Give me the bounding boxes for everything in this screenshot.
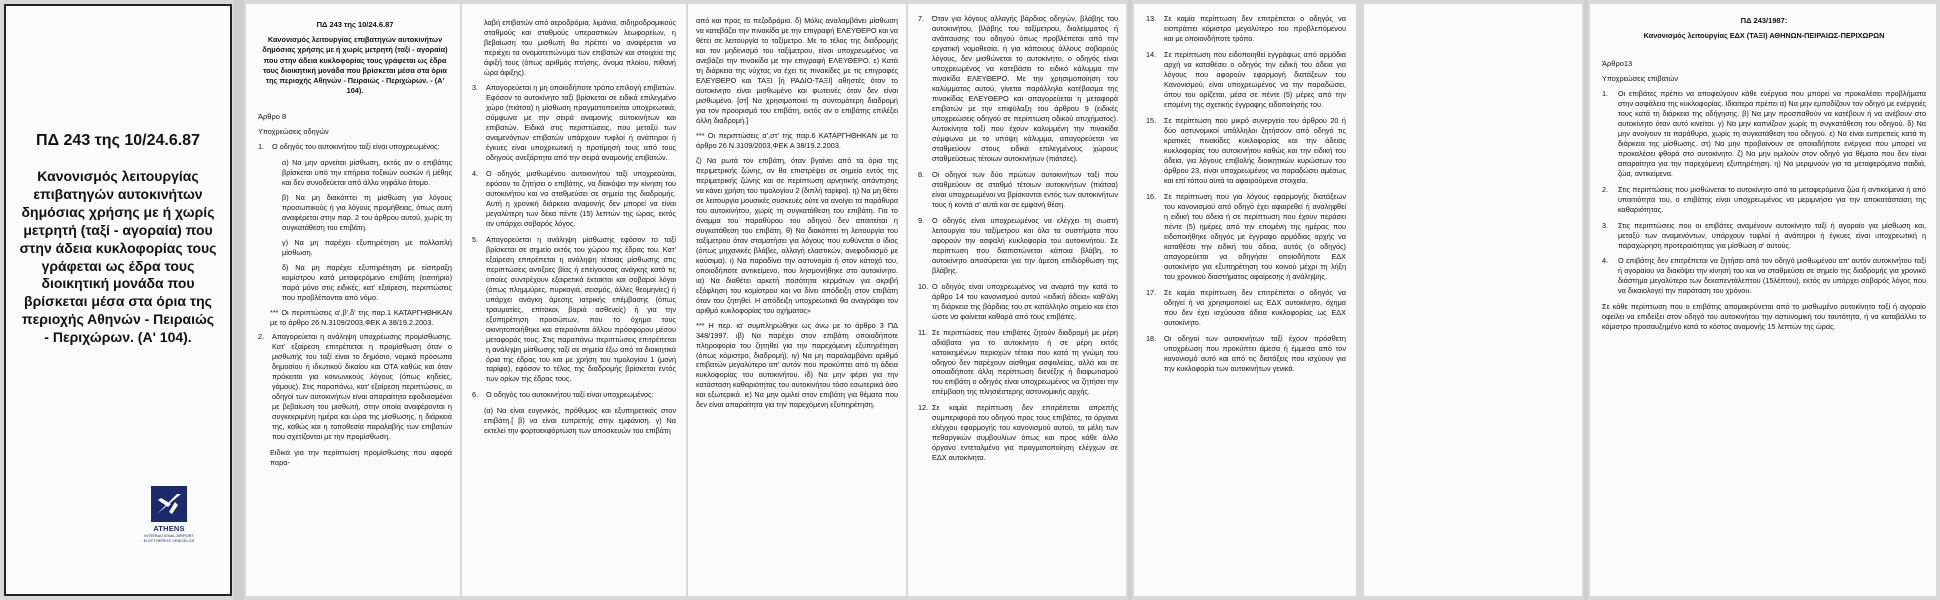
sub-item: (α) Να είναι ευγενικός, πρόθυμος και εξυπηρετικός στον επιβάτη.[ β) να είναι ευπρεπής στην εμφάνιση. γ) Να εκτελεί την φορτοεκφόρτωση των αποσκευών του επιβάτη [484, 406, 676, 436]
numbered-item: 3. Απαγορεύεται η μη οποιοδήποτε τρόπο επιλογή επιβατών. Εφόσον το αυτοκίνητο ταξί βρίσκεται σε ειδικά επιλεγμένο χώρο (πιάτσα) η μίσθωση πραγματοποιείται υποχρεωτικά, σύμφωνα με την σειρά αναμονής αυτοκινήτων και επιβατών. Ειδικά στις περιπτώσεις, που μεταξύ των αναμενόντων επιβατών υπάρχουν τυφλοί ή ανάπηροι ή έγκυες είναι υποχρεωτική η προτίμησή τους από τους οδηγούς ανεξάρτητα από την σειρά αναμονής επιβατών. [472, 82, 676, 162]
sub-item: β) Να μη διακόπτει τη μίσθωση για λόγους προσωπικούς ή για λόγους προμήθειας, όπως αυτή αναφέρεται στην παρ. 2 του άρθρου αυτού, χωρίς τη συγκατάθεση του επιβάτη. [282, 192, 452, 232]
text-column-3 [688, 4, 906, 596]
text-column-7 [1590, 4, 1936, 596]
numbered-item: 6. Ο οδηγός του αυτοκινήτου ταξί είναι υποχρεωμένος: [472, 390, 654, 400]
numbered-item: 15. Σε περίπτωση που μικρό συνεργείο του άρθρου 20 ή δύο αστυνομικοί υπάλληλοι ζητήσουν από οδηγό τις κρατικές πινακίδες κυκλοφορίας και την άδειας κυκλοφορίας του αυτοκινήτου καθώς και την ειδική του άδεια, για λόγους επιβολής διοικητικών κυρώσεων του άρθρου 23, είναι υποχρεωμένος να παραδώσει αμέσως και επί τόπου αυτά τα αφαιρούμενα στοιχεία. [1146, 115, 1346, 185]
logo-subtitle: INTERNATIONAL AIRPORT ELEFTHERIOS VENIZELOS [143, 534, 195, 544]
athens-airport-logo [134, 486, 204, 545]
numbered-item: 2. Στις περιπτώσεις που μισθώνεται το αυτοκίνητο από τα μεταφερόμενα ζώα ή αντικείμενα ή από υπαιτιότητα του, ο επιβάτης είναι υποχρεωμένος να μεριμνήσει για την αποκατάσταση της καθαριότητας. [1602, 184, 1926, 214]
numbered-item: 18. Οι οδηγοί των αυτοκινήτων ταξί έχουν πρόσθετη υποχρέωση που προκύπτει άμεσα ή έμμεσα από τον κανονισμό αυτό και από τις διατάξεις που ισχύουν για την κυκλοφορία των αυτοκινήτων γενικά. [1146, 333, 1346, 373]
cover-description: Κανονισμός λειτουργίας επιβατηγών αυτοκινήτων δημόσιας χρήσης με ή χωρίς μετρητή (ταξί - αγοραία) που στην άδεια κυκλοφορίας τους γράφεται ως έδρα τους διοικητική μονάδα που βρίσκεται μέσα στα όρια της περιοχής Αθηνών - Πειραιώς - Περιχώρων. (Α' 104). [19, 168, 217, 346]
numbered-item: 12. Σε καμία περίπτωση δεν επιτρέπεται απρεπής συμπεριφορά του οδηγού προς τους επιβάτες, τα όργανα ελέγχου εφαρμογής του κανονισμού αυτού, τα μέλη των πεθαργικών συμβουλίων όπως και προς κάθε άλλο όργανο εντεταλμένο για πραγματοποίηση ελέγχων σε ΕΔΧ αυτοκίνητα. [918, 403, 1118, 463]
amendment-note: *** Η περ. ια' συμπληρώθηκε ως άνω με το άρθρο 3 ΠΔ 348/1997. ιβ) Να παρέχει στον επιβάτη οποιαδήποτε πληροφορία του ζητηθεί για την παρεχόμενη εξυπηρέτηση (όπως κόμιστρο, διαδρομή). ιγ) Να μη παραλαμβάνει αριθμό επιβατών μεγαλύτερο απ' αυτόν που προκύπτει από τη άδεια κυκλοφορίας του αυτοκινήτου. ιδ) Να μην φέρει για την κατάσταση καθαριότητας του αυτοκινήτου τόσο εσωτερικά όσο και εξωτερικά. ιε) Να μην ομιλεί στον επιβάτη για θέματα που δεν είναι απαραίτητα για την παρεχόμενη εξυπηρέτηση. [696, 320, 898, 410]
document-title: ΠΔ 243/1987: [1740, 16, 1788, 25]
numbered-item: 13. Σε καμία περίπτωση δεν επιτρέπεται ο οδηγός να εισπράττει κόμιστρο μεγαλύτερο του προβλεπόμενου και με οποιονδήποτε τρόπο. [1146, 14, 1346, 43]
sub-item: γ) Να μη παρέχει εξυπηρέτηση με πολλαπλή μίσθωση. [282, 237, 452, 257]
numbered-item: 7. Όταν για λόγους αλλαγής βάρδιας οδηγών, βλάβης του αυτοκινήτου, βλάβης του ταξίμετρου, διαλείμματος ή ανάπαυσης του οδηγού όπως προβλέπεται από την εργατική νομοθεσία, ή για κάποιους άλλους σοβαρούς λόγους, δεν μισθώνεται το αυτοκίνητο, ο οδηγός είναι υποχρεωμένος να κατεβάσει το ειδικό κάλυμμα την πινακίδα ΕΛΕΥΘΕΡΟ. Με την χρησιμοποίηση του καλύμματος αυτού, γίνεται παράλληλα κατέβασμα της πινακίδας ΕΛΕΥΘΕΡΟ και απαγορεύεται η μεταφορά επιβατών με την επιφύλαξη του άρθρου 9 (ειδικές υποχρεώσεις οδηγού σε περίπτωση οδικού ατυχήματος). Αυτοκίνητα ταξί που έχουν καλυμμένη την πινακίδα σύμφωνα με το υπόψη κάλυμμα, απαγορεύεται να σταθμεύουν στους ειδικά επιλεγμένους χώρους σταθμεύσεως τέτοιων αυτοκινήτων (πιάτσες). [918, 14, 1118, 163]
numbered-item: 4. Ο οδηγός μισθωμένου αυτοκινήτου ταξί υποχρεούται, εφόσον το ζητήσει ο επιβάτης, να διακόψει την κίνηση του αυτοκινήτου και να σταθμεύσει σε σημείο της διαδρομής. Αυτή η χρονική διάρκεια αναμονής δεν μπορεί να είναι μεγαλύτερη των δέκα πέντε (15) λεπτών της ώρας, εκτός αν υπάρχει σοβαρός λόγος. [472, 168, 676, 228]
numbered-item: 3. Στις περιπτώσεις που οι επιβάτες αναμένουν αυτοκίνητο ταξί ή αγοραίο για μίσθωση και, μεταξύ των αναμενόντων, υπάρχουν τυφλοί ή ανάπηροι ή έγκυες είναι υποχρεωτική η παραχώρηση προτεραιότητας για μίσθωση σ' αυτούς. [1602, 220, 1926, 250]
numbered-item: 9. Ο οδηγός είναι υποχρεωμένος να ελέγχει τη σωστή λειτουργία του ταξίμετρου και όλα τα συστήματα που αφορούν την ασφαλή κυκλοφορία του αυτοκινήτου. Σε περίπτωση που διαπιστώνεται κάποια βλάβη, το αυτοκίνητο αποσύρεται για την άμεση επιδιόρθωση της βλάβης. [918, 215, 1118, 275]
article-number: Άρθρο 8 [258, 112, 287, 122]
numbered-item: 14. Σε περίπτωση που ειδοποιηθεί εγγράφως από αρμόδια αρχή να καταθέσει ο οδηγός την ειδική του άδεια για λόγους που αφορούν εφαρμογή διατάξεων του Κανονισμού, είναι υποχρεωμένος να την παραδώσει, όπου του ορίζεται, μέσα σε πέντε (5) μέρες από την επομένη της σχετικής έγγραφης ειδοποίησής του. [1146, 49, 1346, 109]
paragraph: από και προς το πεζοδρόμιο. δ) Μόλις αναλαμβάνει μίσθωση να κατεβάζει την πινακίδα με την επιγραφή ΕΛΕΥΘΕΡΟ και να θέτει σε λειτουργία το ταξίμετρο. Με το τέλος της διαδρομής και τον μηδενισμό του ταξίμετρου, είναι υποχρεωμένος να ανεβάζει την πινακίδα με την επιγραφή ΕΛΕΥΘΕΡΟ. ε) Κατά τη διάρκεια της νύχτας να έχει τις πινακίδες με τις επιγραφές ΕΛΕΥΘΕΡΟ και ΤΑΞΙ [ή ΡΑΔΙΟ-ΤΑΞΙ] αθηστές όταν το αυτοκίνητο είναι μισθωμένο και φωτεινές όταν δεν είναι μισθωμένο. [στ] Να χρησιμοποιεί τη συντομότερη διαδρομή για τον προορισμό του επιβάτη, εκτός αν ο επιβάτης επιλέξει άλλη διαδρομή.] [696, 16, 898, 125]
numbered-item: 1. Ο οδηγός του αυτοκινήτου ταξί είναι υποχρεωμένος: [258, 141, 440, 151]
text-column-4 [908, 4, 1126, 596]
numbered-item: 5. Απαγορεύεται η ανάληψη μίσθωσης εφόσον το ταξί βρίσκεται σε σημείο εκτός του χώρου της έδρας του. Κατ' εξαίρεση επιτρέπεται η ανάληψη τέτοιας μίσθωσης στις περιπτώσεις αντιξοες βίας ή επείγουσας ανάγκης κατά τις οποίες συντρέχουν εξαιρετικά έκτακτοι και σοβαροί λόγοι (όπως πλημμύρες, πυρκαγιά, σεισμός, άλλες θεομηνίες) ή υπάρχει ανάγκη άμεσης ιατρικής επέμβασης (όπως τραυματίες, επίτοκοι, βαριά ασθενείς) ή για την εξυπηρέτηση προσώπων, που το όχημα τους ακινητοποιήθηκε και στερούνται άλλου πρόσφορου μέσου μεταφοράς τους. Στις παραπάνω περιπτώσεις επιτρέπεται η ανάληψη μίσθωσης ταξί σε σημεία έξω από τα διοικητικά όρια της έδρας του και με χρήση του τιμολογίου 1 (μονή ταρίφα), εφόσον το τέλος της διαδρομής βρίσκεται εντός των ορίων της έδρας τους. [472, 234, 676, 384]
article-number: Άρθρο13 [1602, 59, 1633, 69]
paragraph: ζ) Να ρωτά τον επιβάτη, όταν βγαίνει από τα όρια της περιμετρικής ζώνης, αν θα επιστρέψει σε σημείο εντός της περιμετρικής ζώνης και σε περίπτωση αρνητικής απάντησης να κάνει χρήση του τιμολογίου 2 (διπλή ταρίφα). η) Να μη θέτει σε λειτουργία μουσικές συσκευές ούτε να ανοίγει τα παράθυρα του αυτοκινήτου, χωρίς τη συγκατάθεση του επιβάτη. Για το άναμμα του παραθύρου του οδηγού δεν απαιτείται η συγκατάθεση του επιβάτη. θ) Να διακόπτει τη λειτουργία του ταξίμετρου όταν σταματήσει για λόγους που ευθύνεται ο ίδιος (όπως μηχανικές βλάβες, αλλαγή ελαστικών, ανεφοδιασμό με καύσιμα). ι) Να παραδίνει την αστυνομία ή στον κάτοχό του, οποιοδήποτε αντικείμενο, που λησμονήθηκε στο αυτοκίνητο. ια) Να διαθέτει αρκετή ποσότητα κερμάτων για ακριβή εξόφληση του κομίστρου και να δίνει απόδειξη στον επιβάτη όταν του ζητηθεί. Η απόδειξη υποχρεωτικά θα αναγράφει τον αριθμό κυκλοφορίας του οχήματος» [696, 155, 898, 315]
document-title: ΠΔ 243 της 10/24.6.87 [316, 20, 394, 29]
numbered-item: 11. Σε περιπτώσεις που επιβάτες ζητούν διαδρομή με μέρη αδιάβατα για το αυτοκίνητο ή σε μέρη εκτός κατοικημένων περιοχών τέτοια που κατά τη γνώμη του οδηγού δεν παρέχουν αίσθημα ασφαλείας, αλλά και σε οποιαδήποτε άλλη περίπτωση διενέξης ή διαφωτισμού του επιβάτη ο οδηγός είναι υποχρεωμένος να ζητήσει την επέμβαση της πλησιέστερης αστυνομικής αρχής. [918, 327, 1118, 397]
amendment-note: *** Οι περιπτώσεις α',β',δ' της παρ.1 ΚΑΤΑΡΓΗΘΗΚΑΝ με το άρθρο 26 Ν.3109/2003,ΦΕΚ Α 38/19.2.2003. [270, 307, 452, 327]
amendment-note: *** Οι περιπτώσεις α',στ' της παρ.6 ΚΑΤΑΡΓΗΘΗΚΑΝ με το άρθρο 26 Ν.3109/2003,ΦΕΚ Α 38/19.2.2003. [696, 130, 898, 150]
numbered-item: 17. Σε καμία περίπτωση δεν επιτρέπεται ο οδηγός να οδηγεί ή να χρησιμοποιεί ως ΕΔΧ αυτοκίνητο, όχημα που δεν έχει ισχύουσα άδεια κυκλοφορίας ως ΕΔΧ αυτοκίνητο. [1146, 287, 1346, 327]
page-gutter [1128, 0, 1132, 600]
text-column-6 [1364, 4, 1582, 596]
numbered-item: 4. Ο επιβάτης δεν επιτρέπεται να ζητήσει από τον οδηγό μισθωμένου απ' αυτόν αυτοκινήτου ταξί ή αγοραίου να διακόψει την κίνησή του και να σταθμεύσει σε σημείο της διαδρομής για χρονικό διάστημα μεγαλύτερο των δεκαπεντάλεπτου (15λέπτου), εκτός αν υπάρχει σοβαρός λόγος που να δικαιολογεί την παράταση του χρόνου. [1602, 256, 1926, 296]
article-heading: Υποχρεώσεις επιβατών [1602, 73, 1678, 83]
text-column-2 [462, 4, 686, 596]
text-column-1 [246, 4, 460, 596]
cover-panel [4, 4, 232, 596]
sub-item: δ) Να μη παρέχει εξυπηρέτηση με είσπραξη κομίστρου κατά μεταφερόμενο επιβάτη (εισιτήριο) παρά μόνο στις ειδικές, κατ' εξαίρεση, περιπτώσεις που προβλέπονται από νόμο. [282, 262, 452, 302]
document-subtitle: Κανονισμός λειτουργίας επιβατηγών αυτοκινήτων δημόσιας χρήσης με ή χωρίς μετρητή (ταξί - αγοραία) που στην άδεια κυκλοφορίας τους γράφεται ως έδρα τους διοικητική μονάδα που βρίσκεται μέσα στα όρια της περιοχής Αθηνών - Πειραιώς - Περιχώρων. - (Α' 104). [262, 35, 448, 96]
airplane-icon [151, 486, 187, 522]
text-column-5 [1134, 4, 1356, 596]
numbered-item: 10. Ο οδηγός είναι υποχρεωμένος να αναρτά την κατά το άρθρο 14 του κανονισμού αυτού «ειδική άδεια» καθ'όλη τη διάρκεια της βάρδιας του σε κατάλληλο σημείο και έτσι ώστε να φαίνεται καθαρά από τους επιβάτες. [918, 281, 1118, 321]
cover-title: ΠΔ 243 της 10/24.6.87 [36, 132, 200, 149]
numbered-item: 2. Απαγορεύεται η ανάληψη υποχρέωσης προμίσθωσης. Κατ' εξαίρεση επιτρέπεται η προμίσθωση όταν ο μισθωτής του ταξί είναι το δημόσιο, νομικά πρόσωπα δημοσίου ή ιδιωτικού δικαίου και ΟΤΑ καθώς και όταν πρόκειται για κοινωνικούς λόγους (όπως κηδείες, γάμους). Στις παραπάνω, κατ' εξαίρεση περιπτώσεις, οι οδηγοί των αυτοκινήτων είναι απαραίτητο εφοδιασμένοι με βεβαίωση του μισθωτή, στην οποία αναφέρονται η συγκεκριμένη ημέρα και ώρα της μίσθωσης, η διάρκειά της, καθώς και η τοποθεσία παραλαβής των επιβατών που σχετίζονται με την προμίσθωση. [258, 332, 452, 442]
numbered-item: 8. Οι οδηγοί των δύο πρώτων αυτοκινήτων ταξί που σταθμεύουν σε σταθμό τέτοιων αυτοκινήτων (πιάτσα) είναι υποχρεωμένοι να βρίσκονται εντός των αυτοκινήτων τους ή κοντά σ' αυτά και σε εμφανή θέση. [918, 169, 1118, 209]
numbered-item: 1. Οι επιβάτες πρέπει να αποφεύγουν κάθε ενέργεια που μπορεί να προκαλέσει προβλήματα στην ασφάλεια της κυκλοφορίας. Ιδιαίτερα πρέπει α) Να μην εμποδίζουν τον οδηγό με ενέργειές τους κατά τη διάρκεια της οδήγησης. β) Να μην προσπαθούν να κατέβουν ή να ανέβουν στο αυτοκίνητο όταν αυτό κινείται. γ) Να μην καπνίζουν χωρίς τη συγκατάθεση του οδηγού. δ) Να μην ανοίγουν τα παράθυρα, χωρίς τη συγκατάθεση του οδηγού. ε) Να είναι ευπρεπείς κατά τη διάρκεια της μίσθωσης. στ) Να μην προβαίνουν σε οποιαδήποτε ενέργεια που μπορεί να προκαλέσει φθορά στο αυτοκίνητο. ζ) Να μην ομιλούν στον οδηγό για θέματα που δεν είναι απαραίτητα για την παρεχόμενη εξυπηρέτηση. η) Να μεριμνούν για τα μεταφερόμενα παιδιά, ζώα, αντικείμενα. [1602, 88, 1926, 178]
document-subtitle: Κανονισμός λειτουργίας ΕΔΧ (ΤΑΞΙ) ΑΘΗΝΩΝ-ΠΕΙΡΑΙΩΣ-ΠΕΡΙΧΩΡΩΝ [1643, 31, 1885, 41]
article-heading: Υποχρεώσεις οδηγών [258, 126, 329, 136]
paragraph: Ειδικά για την περίπτωση προμίσθωσης που αφορά παρα- [270, 448, 452, 468]
page-gutter [1584, 0, 1588, 600]
paragraph: Σε κάθε περίπτωση που ο επιβάτης απομακρύνεται από το μισθωμένο αυτοκίνητο ταξί ή αγοραίο οφείλει να επιδείξει στον οδηγό του αυτοκινήτου την αστυνομική του ταυτότητα, ή να καταβάλλει το κόμιστρο προσαυξημένο κατά το κόστος αναμονής 15 λεπτών της ώρας. [1602, 302, 1926, 332]
sub-item: α) Να μην αρνείται μίσθωση, εκτός αν ο επιβάτης βρίσκεται υπό την επήρεια τοξικών ουσιών ή μέθης και δεν συνοδεύεται από άλλο νηφάλιο άτομο. [282, 157, 452, 187]
logo-name: ATHENS [153, 524, 185, 533]
page-gutter [234, 0, 244, 600]
numbered-item: 16. Σε περίπτωση που για λόγους εφαρμογής διατάξεων του κανονισμού από οδηγό έχει αφαιρεθεί ή αναληφθεί η ειδική του άδεια ή σε περίπτωση που έχουν περάσει πέντε (5) ημέρες από την επομένη της ημέρας που ειδοποιήθηκε οδηγός με έγγραφο αρμόδιας αρχής να καταθέσει την ειδική του άδεια, αυτός (ο οδηγός) απαγορεύεται να οδηγήσει οποιοδήποτε ΕΔΧ αυτοκίνητο για εξυπηρέτηση του κοινού μέχρι τη λήξη του χρονικού διαστήματος αφαίρεσης ή ανάληψης. [1146, 191, 1346, 281]
paragraph: λαβή επιβατών από αεροδρόμια, λιμάνια, σιδηροδρομικούς σταθμούς και σταθμούς υπεραστικών λεωφορείων, η βεβαίωση του μισθωτή θα πρέπει να αναφέρεται να περιέχει τα ονοματεπώνυμα των επιβατών και στοιχεία της άφιξή τους (όπως αριθμός πτήσης, όνομα πλοίου, πιθανή ώρα άφιξης). [484, 18, 676, 77]
